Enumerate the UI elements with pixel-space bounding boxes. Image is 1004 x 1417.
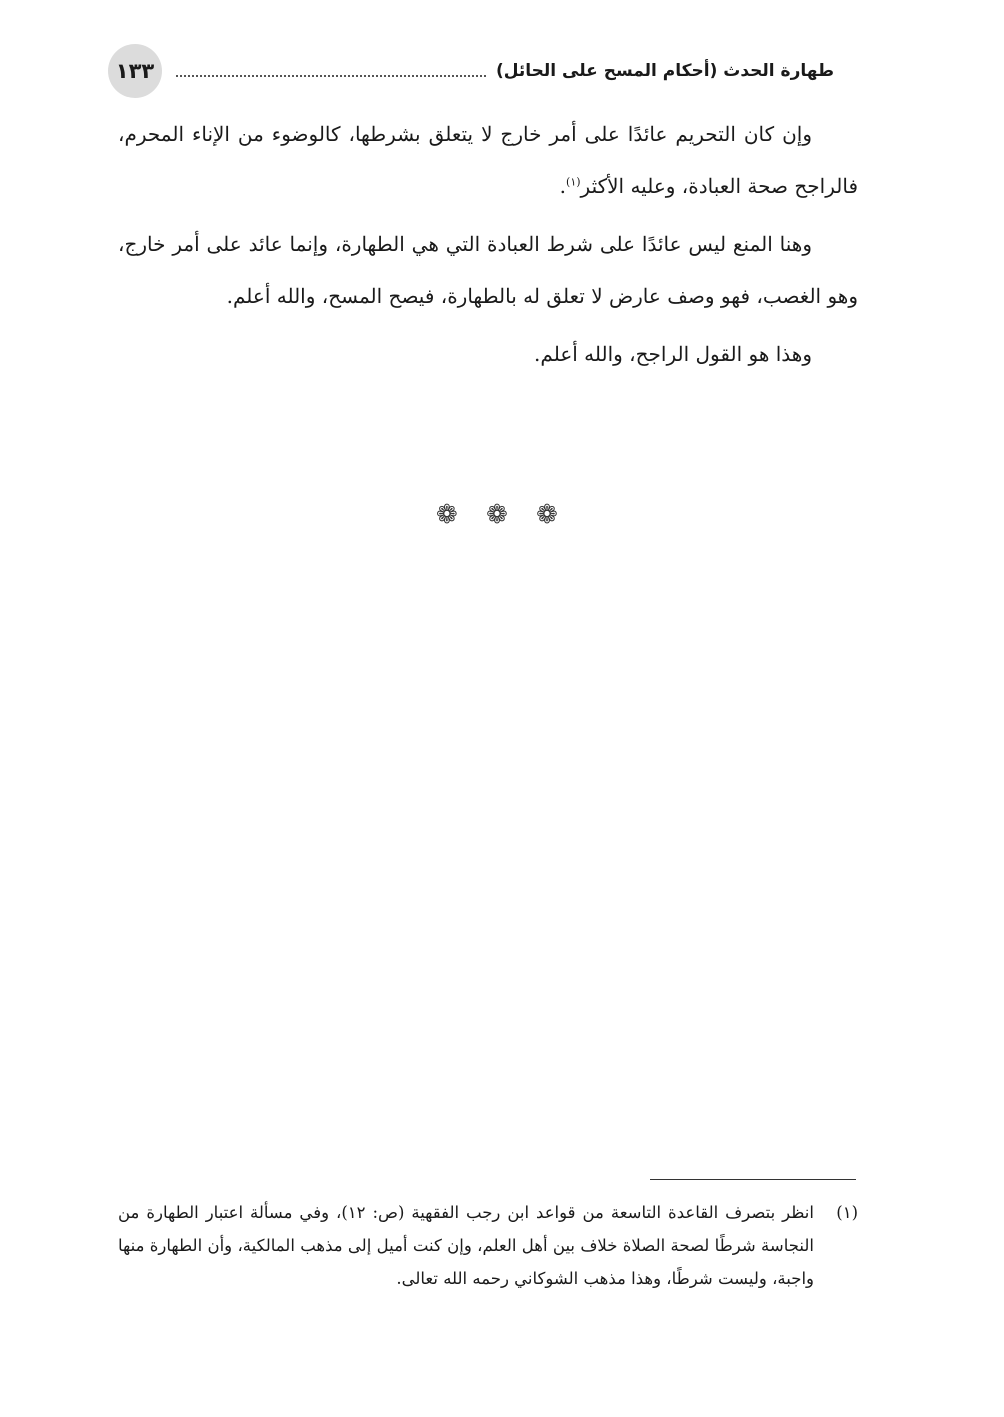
- paragraph-1: [118, 108, 858, 212]
- running-header-title: طهارة الحدث (أحكام المسح على الحائل): [495, 61, 834, 81]
- paragraph-3: وهذا هو القول الراجح، والله أعلم.: [534, 342, 812, 366]
- footnote-1: [118, 1196, 858, 1295]
- main-text: [118, 108, 858, 386]
- section-separator-ornament: ❁ ❁ ❁: [436, 500, 568, 530]
- footnote-divider: [650, 1179, 856, 1180]
- paragraph-1-text: وإن كان التحريم عائدًا على أمر خارج لا يتعلق بشرطها، كالوضوء من الإناء المحرم، فالراجح صحة العبادة، وعليه الأكثر: [118, 122, 858, 198]
- paragraph-2: وهنا المنع ليس عائدًا على شرط العبادة التي هي الطهارة، وإنما عائد على أمر خارج، وهو الغصب، فهو وصف عارض لا تعلق له بالطهارة، فيصح المسح، والله أعلم.: [118, 232, 858, 308]
- paragraph-1-tail: .: [559, 174, 567, 198]
- footnote-marker: (١): [836, 1203, 858, 1222]
- header-dotted-leader: [176, 75, 486, 77]
- footnote-reference-1[interactable]: (١): [566, 175, 581, 189]
- running-header: [176, 56, 844, 86]
- footnote-text: انظر بتصرف القاعدة التاسعة من قواعد ابن رجب الفقهية (ص: ١٢)، وفي مسألة اعتبار الطهارة من النجاسة شرطًا لصحة الصلاة خلاف بين أهل العلم، وإن كنت أميل إلى مذهب المالكية، وأن الطهارة منها واجبة، وليست شرطًا، وهذا مذهب الشوكاني رحمه الله تعالى.: [118, 1203, 814, 1288]
- page-number: ١٣٣: [108, 44, 162, 98]
